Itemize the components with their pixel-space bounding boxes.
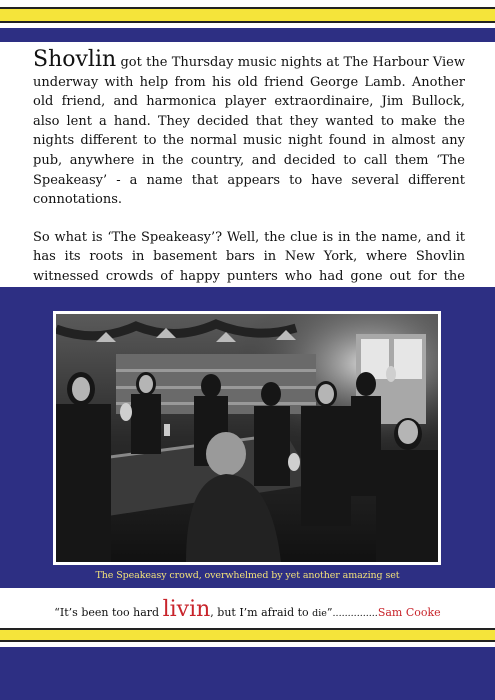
- top-yellow-stripe: [0, 7, 495, 23]
- paragraph-2: So what is ‘The Speakeasy’? Well, the clue is in the name, and it has its roots in basement bars in New York, where Shovlin witnessed crowds of happy punters who had gone out for the: [33, 229, 465, 284]
- crowd-photo-illustration: [56, 314, 438, 562]
- quote-part-2: , but I’m afraid to: [210, 606, 313, 619]
- quote-emphasis-word: livin: [162, 597, 211, 622]
- quote-line: [0, 597, 495, 622]
- speakeasy-crowd-photo: [53, 311, 441, 565]
- dropcap-word: Shovlin: [33, 47, 117, 72]
- article-body: [33, 47, 465, 326]
- quote-close-mark: ”: [326, 606, 333, 619]
- bottom-navy-band: [0, 647, 495, 700]
- photo-caption: The Speakeasy crowd, overwhelmed by yet another amazing set: [95, 570, 400, 581]
- quote-small-word: die: [312, 608, 327, 619]
- bottom-yellow-stripe: [0, 628, 495, 642]
- quote-author: Sam Cooke: [377, 606, 441, 619]
- quote-dots: ...............: [332, 608, 378, 619]
- paragraph-1: [33, 47, 465, 210]
- quote-part-1: “It’s been too hard: [54, 606, 163, 619]
- paragraph-1-text: got the Thursday music nights at The Harbour View underway with help from his old friend George Lamb. Another old friend, and harmonica player extraordinaire, Jim Bullock, also lent a hand. They decided that they wanted to make the nights different to the normal music night found in almost any pub, anywhere in the country, and decided to call them ‘The Speakeasy’ - a name that appears to have several different connotations.: [33, 55, 465, 208]
- top-navy-band: [0, 28, 495, 42]
